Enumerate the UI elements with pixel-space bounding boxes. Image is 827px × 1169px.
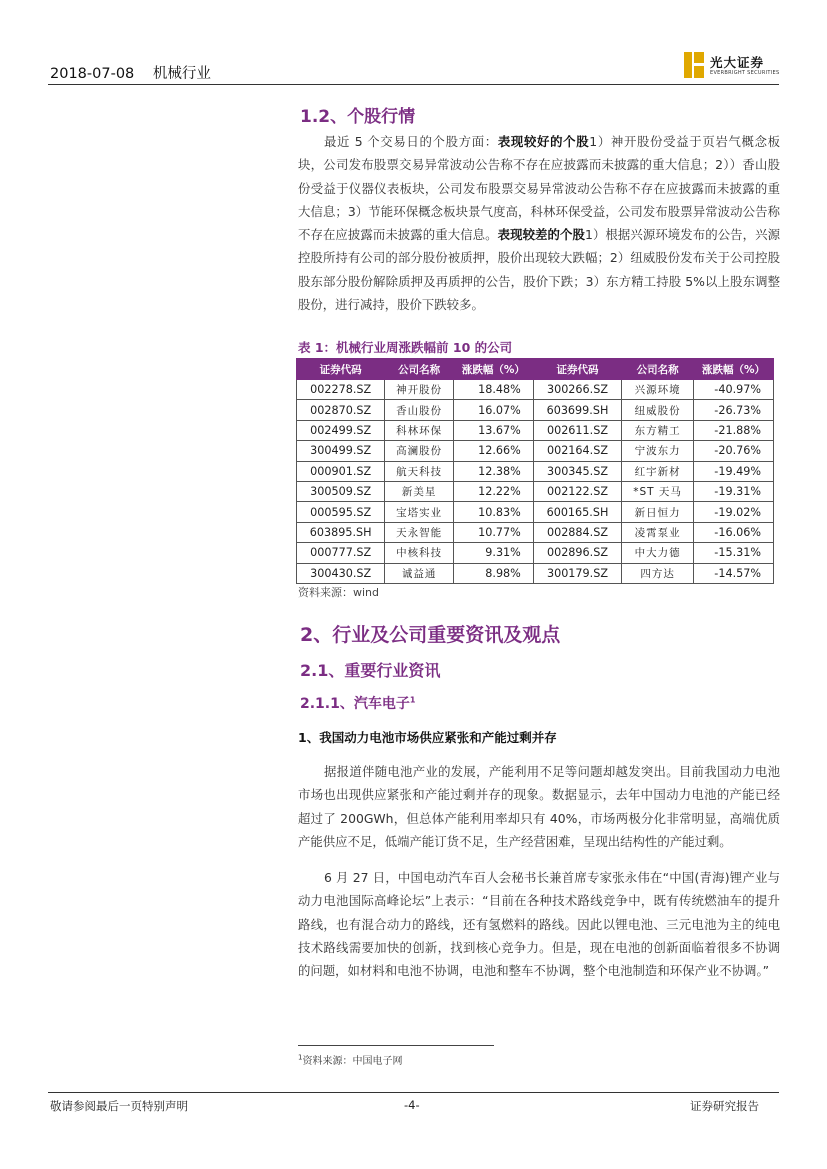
cell-change: 18.48%	[453, 380, 533, 400]
cell-code: 002499.SZ	[297, 420, 385, 440]
section-title-2-1: 2.1、重要行业资讯	[300, 661, 441, 680]
table-row	[297, 441, 774, 461]
footnote	[298, 1052, 402, 1067]
header-meta	[50, 62, 225, 83]
table-row	[297, 461, 774, 481]
logo-mark-icon	[684, 52, 704, 78]
cell-change: 10.83%	[453, 502, 533, 522]
table-row	[297, 522, 774, 542]
cell-change: 9.31%	[453, 543, 533, 563]
table-row	[297, 563, 774, 583]
report-type: 证券研究报告	[690, 1099, 759, 1113]
cell-company: 新美星	[385, 481, 454, 501]
cell-code: 603699.SH	[533, 400, 621, 420]
cell-company: 东方精工	[622, 420, 694, 440]
cell-code: 000595.SZ	[297, 502, 385, 522]
cell-change: -19.02%	[694, 502, 774, 522]
table-source: 资料来源：wind	[298, 586, 380, 599]
cell-company: 诚益通	[385, 563, 454, 583]
cell-company: 宝塔实业	[385, 502, 454, 522]
header-change: 涨跌幅（%）	[694, 359, 774, 380]
cell-code: 002278.SZ	[297, 380, 385, 400]
cell-code: 300499.SZ	[297, 441, 385, 461]
good-stocks-label: 表现较好的个股	[497, 134, 590, 149]
everbright-logo	[684, 52, 784, 82]
cell-change: 12.66%	[453, 441, 533, 461]
table-header-row	[297, 359, 774, 380]
cell-company: 红宇新材	[622, 461, 694, 481]
cell-code: 300430.SZ	[297, 563, 385, 583]
bad-stocks-label: 表现较差的个股	[497, 227, 585, 243]
cell-change: -19.49%	[694, 461, 774, 481]
cell-company: 香山股份	[385, 400, 454, 420]
bad-stocks-text: 1）根据兴源环境发布的公告，兴源控股所持有公司的部分股份被质押，股价出现较大跌幅；2）纽威股份发布关于公司控股股东部分股份解除质押及再质押的公告，股价下跌；3）东方精工持股 5%以上股东调整股份，进行减持，股价下跌较多。	[298, 227, 781, 313]
table-row	[297, 543, 774, 563]
section-title-1-2: 1.2、个股行情	[300, 107, 416, 127]
cell-code: 000777.SZ	[297, 543, 385, 563]
cell-change: 10.77%	[453, 522, 533, 542]
cell-company: 中大力德	[622, 543, 694, 563]
header-name: 公司名称	[622, 359, 694, 380]
footnote-divider	[298, 1045, 494, 1046]
footnote-ref: 1	[409, 695, 416, 705]
cell-code: 002164.SZ	[533, 441, 621, 461]
table-row	[297, 380, 774, 400]
section-title-2-1-1	[300, 693, 415, 713]
cell-code: 600165.SH	[533, 502, 621, 522]
cell-change: -26.73%	[694, 400, 774, 420]
page-number: -4-	[404, 1098, 420, 1112]
logo-text-cn: 光大证券	[710, 55, 765, 70]
news-paragraph-1: 据报道伴随电池产业的发展，产能利用不足等问题却越发突出。目前我国动力电池市场也出现供应紧张和产能过剩并存的现象。数据显示，去年中国动力电池的产能已经超过了 200GWh，但总体产能利用率却只有 40%，市场两极分化非常明显，高端优质产能供应不足，低端产能订货不足，生产经营困难，呈现出结构性的产能过剩。	[298, 764, 780, 849]
header-code: 证券代码	[533, 359, 621, 380]
cell-company: 中核科技	[385, 543, 454, 563]
good-stocks-text: 1）神开股份受益于页岩气概念板块，公司发布股票交易异常波动公告称不存在应披露而未披露的重大信息；2））香山股份受益于仪器仪表板块，公司发布股票交易异常波动公告称不存在应披露而未披露的重大信息；3）节能环保概念板块景气度高，科林环保受益，公司发布股票异常波动公告称不存在应披露而未披露的重大信息。	[298, 134, 781, 243]
cell-change: 12.22%	[453, 481, 533, 501]
table-row	[297, 502, 774, 522]
cell-code: 002896.SZ	[533, 543, 621, 563]
header-code: 证券代码	[297, 359, 385, 380]
header-divider	[48, 84, 779, 85]
cell-change: -40.97%	[694, 380, 774, 400]
footnote-text: 资料来源：中国电子网	[302, 1056, 403, 1067]
table-row	[297, 400, 774, 420]
table-row	[297, 481, 774, 501]
cell-code: 300345.SZ	[533, 461, 621, 481]
industry-label: 机械行业	[152, 66, 211, 82]
section-title-2: 2、行业及公司重要资讯及观点	[300, 624, 561, 646]
cell-company: 高澜股份	[385, 441, 454, 461]
cell-change: -21.88%	[694, 420, 774, 440]
cell-company: 纽威股份	[622, 400, 694, 420]
cell-code: 300509.SZ	[297, 481, 385, 501]
stock-performance-paragraph	[298, 130, 780, 316]
intro-text: 最近 5 个交易日的个股方面：	[324, 134, 498, 149]
cell-code: 002122.SZ	[533, 481, 621, 501]
footnote-mark: 1	[298, 1053, 303, 1062]
section-title-2-1-1-text: 2.1.1、汽车电子	[300, 696, 410, 712]
cell-company: 凌霄泵业	[622, 522, 694, 542]
cell-company: 宁波东力	[622, 441, 694, 461]
table-row	[297, 420, 774, 440]
weekly-movers-table	[296, 358, 774, 584]
cell-change: -19.31%	[694, 481, 774, 501]
cell-code: 000901.SZ	[297, 461, 385, 481]
cell-company: 四方达	[622, 563, 694, 583]
cell-company: 航天科技	[385, 461, 454, 481]
news-item-title: 1、我国动力电池市场供应紧张和产能过剩并存	[298, 730, 557, 745]
cell-code: 300266.SZ	[533, 380, 621, 400]
cell-change: -20.76%	[694, 441, 774, 461]
cell-company: 新日恒力	[622, 502, 694, 522]
cell-change: 13.67%	[453, 420, 533, 440]
cell-company: 兴源环境	[622, 380, 694, 400]
cell-change: -15.31%	[694, 543, 774, 563]
report-date: 2018-07-08	[50, 66, 135, 82]
header-change: 涨跌幅（%）	[453, 359, 533, 380]
table-title: 表 1：机械行业周涨跌幅前 10 的公司	[298, 340, 513, 355]
cell-change: 16.07%	[453, 400, 533, 420]
logo-text-en: EVERBRIGHT SECURITIES	[710, 70, 780, 76]
cell-code: 002870.SZ	[297, 400, 385, 420]
cell-change: -14.57%	[694, 563, 774, 583]
footer-divider	[48, 1092, 779, 1093]
cell-code: 603895.SH	[297, 522, 385, 542]
cell-company: 神开股份	[385, 380, 454, 400]
header-name: 公司名称	[385, 359, 454, 380]
cell-code: 002884.SZ	[533, 522, 621, 542]
cell-company: 天永智能	[385, 522, 454, 542]
cell-company: *ST 天马	[622, 481, 694, 501]
cell-company: 科林环保	[385, 420, 454, 440]
cell-change: 8.98%	[453, 563, 533, 583]
disclaimer-note: 敬请参阅最后一页特别声明	[50, 1099, 188, 1113]
cell-change: -16.06%	[694, 522, 774, 542]
news-paragraph-2: 6 月 27 日，中国电动汽车百人会秘书长兼首席专家张永伟在“中国(青海)锂产业与动力电池国际高峰论坛”上表示：“目前在各种技术路线竞争中，既有传统燃油车的提升路线，也有混合动力的路线，还有氢燃料的路线。因此以锂电池、三元电池为主的纯电技术路线需要加快的创新，找到核心竞争力。但是，现在电池的创新面临着很多不协调的问题，如材料和电池不协调，电池和整车不协调，整个电池制造和环保产业不协调。”	[298, 870, 780, 979]
cell-change: 12.38%	[453, 461, 533, 481]
cell-code: 002611.SZ	[533, 420, 621, 440]
cell-code: 300179.SZ	[533, 563, 621, 583]
